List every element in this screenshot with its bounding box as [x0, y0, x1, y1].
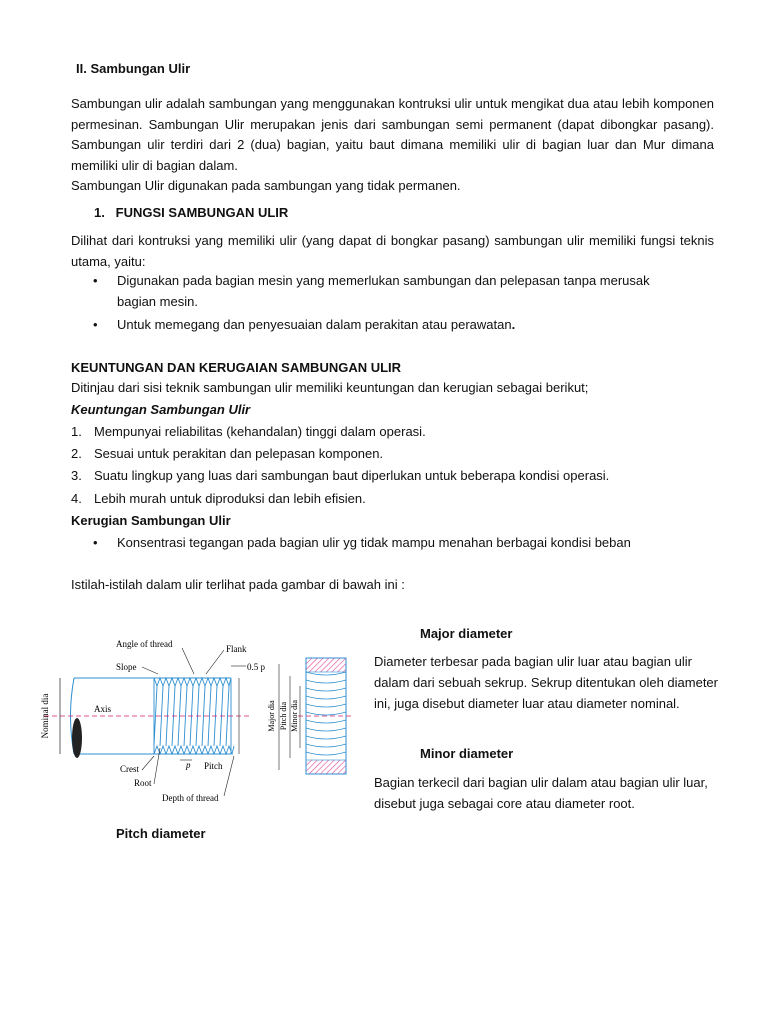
- kerugian-item-1: Konsentrasi tegangan pada bagian ulir yg tidak mampu menahan berbagai kondisi beban: [117, 535, 631, 550]
- angle-label: Angle of thread: [116, 639, 173, 649]
- thread-terminology-figure: [34, 630, 354, 810]
- bullet-dot: •: [93, 273, 98, 288]
- keuntungan-item-1: Mempunyai reliabilitas (kehandalan) tinggi dalam operasi.: [94, 424, 426, 439]
- fungsi-paragraph: Dilihat dari kontruksi yang memiliki ulir (yang dapat di bongkar pasang) sambungan ulir memiliki fungsi teknis utama, yaitu:: [71, 233, 714, 269]
- axis-label: Axis: [94, 704, 112, 714]
- major-diameter-title: Major diameter: [420, 626, 513, 641]
- nut-top-hatch: [306, 658, 346, 672]
- angle-leader: [182, 648, 194, 674]
- major-diameter-text: Diameter terbesar pada bagian ulir luar atau bagian ulir dalam dari sebuah sekrup. Sekrup ditentukan oleh diameter ini, juga disebut diameter luar atau diameter nominal.: [374, 654, 718, 711]
- list-number: 1.: [71, 424, 82, 439]
- internal-thread: [306, 672, 346, 755]
- pitch-dia-label: Pitch dia: [279, 701, 288, 731]
- keuntungan-kerugian-heading: KEUNTUNGAN DAN KERUGAIAN SAMBUNGAN ULIR: [71, 360, 402, 375]
- intro-paragraph-2: Sambungan Ulir digunakan pada sambungan yang tidak permanen.: [71, 178, 461, 193]
- depth-label: Depth of thread: [162, 793, 219, 803]
- flank-label: Flank: [226, 644, 247, 654]
- list-number: 2.: [71, 446, 82, 461]
- nut-bottom-hatch: [306, 760, 346, 774]
- keuntungan-item-3: Suatu lingkup yang luas dari sambungan baut diperlukan untuk beberapa kondisi operasi.: [94, 468, 610, 483]
- pitch-diameter-title: Pitch diameter: [116, 826, 206, 841]
- major-dia-label: Major dia: [267, 700, 276, 732]
- intro-paragraph: Sambungan ulir adalah sambungan yang menggunakan kontruksi ulir untuk mengikat dua atau lebih komponen permesinan. Sambungan Ulir merupakan jenis dari sambungan semi permanent (dapat dibongkar pasang). Sambungan ulir terdiri dari 2 (dua) bagian, yaitu baut dimana memiliki ulir di bagian luar dan Mur dimana memiliki ulir di bagian dalam.: [71, 96, 714, 173]
- bullet-dot: •: [93, 535, 98, 550]
- minor-diameter-title: Minor diameter: [420, 746, 514, 761]
- root-label: Root: [134, 778, 152, 788]
- fungsi-heading: 1. FUNGSI SAMBUNGAN ULIR: [94, 205, 289, 220]
- keuntungan-intro: Ditinjau dari sisi teknik sambungan ulir memiliki keuntungan dan kerugian sebagai berikut;: [71, 380, 589, 395]
- root-leader: [154, 748, 160, 784]
- keuntungan-title: Keuntungan Sambungan Ulir: [71, 402, 251, 417]
- istilah-intro: Istilah-istilah dalam ulir terlihat pada gambar di bawah ini :: [71, 577, 405, 592]
- minor-dia-label: Minor dia: [290, 700, 299, 732]
- minor-diameter-text: Bagian terkecil dari bagian ulir dalam atau bagian ulir luar, disebut juga sebagai core atau diameter root.: [374, 775, 708, 811]
- fungsi-bullet-1-line-1: Digunakan pada bagian mesin yang memerlukan sambungan dan pelepasan tanpa merusak: [117, 273, 650, 288]
- bullet-dot: •: [93, 317, 98, 332]
- section-ellipse: [72, 718, 82, 758]
- depth-leader: [224, 756, 234, 796]
- pitch-label: Pitch: [204, 761, 223, 771]
- half-pitch-label: 0.5 p: [247, 662, 265, 672]
- keuntungan-item-4: Lebih murah untuk diproduksi dan lebih efisien.: [94, 491, 366, 506]
- slope-label: Slope: [116, 662, 137, 672]
- section-title: II. Sambungan Ulir: [76, 61, 191, 76]
- p-label: p: [186, 760, 191, 770]
- nominal-label: Nominal dia: [40, 693, 50, 739]
- slope-leader: [142, 667, 158, 674]
- fungsi-bullet-1-line-2: bagian mesin.: [117, 294, 198, 309]
- list-number: 3.: [71, 468, 82, 483]
- flank-leader: [206, 650, 224, 674]
- fungsi-bullet-2: Untuk memegang dan penyesuaian dalam perakitan atau perawatan.: [117, 317, 516, 332]
- keuntungan-item-2: Sesuai untuk perakitan dan pelepasan komponen.: [94, 446, 384, 461]
- crest-leader: [142, 756, 154, 770]
- kerugian-title: Kerugian Sambungan Ulir: [71, 513, 231, 528]
- list-number: 4.: [71, 491, 82, 506]
- crest-label: Crest: [120, 764, 139, 774]
